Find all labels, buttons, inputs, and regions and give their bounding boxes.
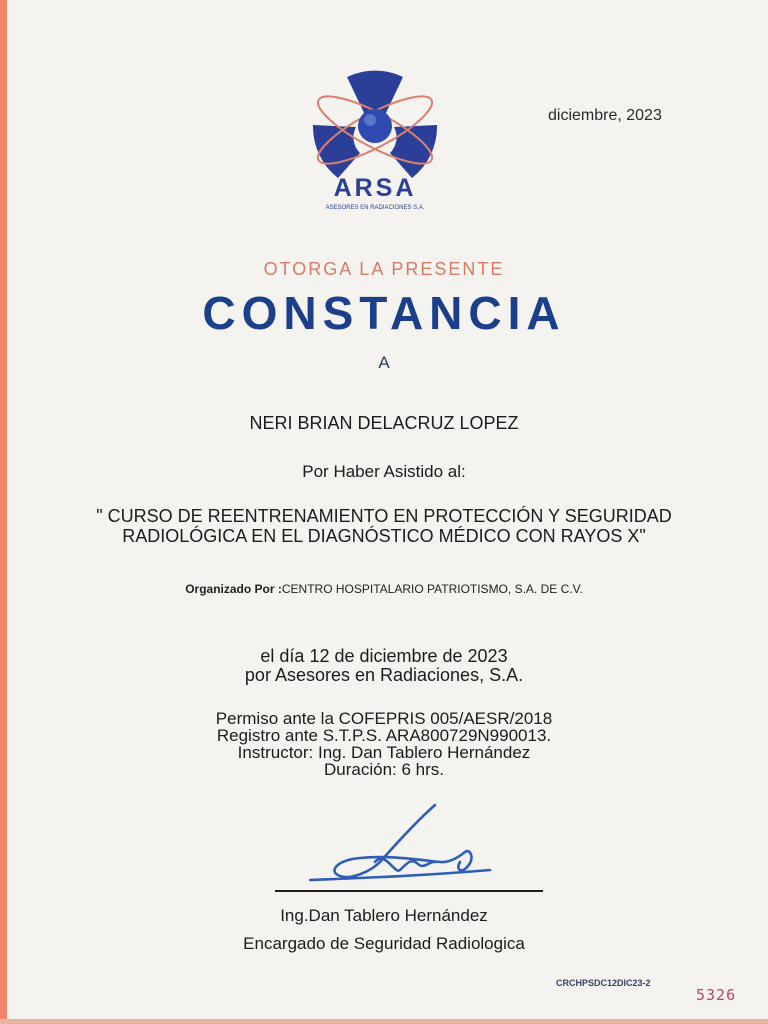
heading-a: A [378, 353, 390, 372]
handwritten-signature [300, 800, 500, 895]
certificate-number: 5326 [696, 986, 737, 1004]
organizer-value: CENTRO HOSPITALARIO PATRIOTISMO, S.A. DE C.V. [281, 582, 583, 596]
recipient-name: NERI BRIAN DELACRUZ LOPEZ [249, 413, 519, 433]
stps-registration: Registro ante S.T.P.S. ARA800729N990013. [216, 726, 552, 745]
organizer-label: Organizado Por : [185, 582, 282, 596]
attendance-intro: Por Haber Asistido al: [302, 462, 466, 481]
otorga-heading: OTORGA LA PRESENTE [263, 259, 505, 279]
signer-name: Ing.Dan Tablero Hernández [280, 906, 488, 925]
cofepris-permit: Permiso ante la COFEPRIS 005/AESR/2018 [215, 709, 553, 728]
certificate-title: CONSTANCIA [202, 287, 566, 339]
event-info [0, 647, 768, 685]
signer-role: Encargado de Seguridad Radiologica [243, 934, 525, 953]
logo-subtitle: ASESORES EN RADIACIONES S.A. [325, 205, 425, 211]
bottom-edge-stripe [0, 1019, 768, 1024]
duration: Duración: 6 hrs. [324, 760, 444, 779]
organizer [0, 582, 768, 596]
course-title [0, 506, 768, 546]
logo-wordmark: ARSA [333, 174, 417, 202]
issue-date: diciembre, 2023 [548, 107, 662, 124]
event-date: el día 12 de diciembre de 2023 [260, 646, 508, 666]
course-title-line-1: " CURSO DE REENTRENAMIENTO EN PROTECCIÓN Y SEGURIDAD [96, 506, 672, 526]
arsa-logo [300, 60, 450, 215]
event-provider: por Asesores en Radiaciones, S.A. [244, 665, 524, 685]
course-title-line-2: RADIOLÓGICA EN EL DIAGNÓSTICO MÉDICO CON RAYOS X" [122, 526, 646, 546]
document-code: CRCHPSDC12DIC23-2 [556, 978, 651, 988]
instructor: Instructor: Ing. Dan Tablero Hernández [237, 743, 531, 762]
signature-line [275, 890, 543, 892]
permit-details [0, 710, 768, 778]
